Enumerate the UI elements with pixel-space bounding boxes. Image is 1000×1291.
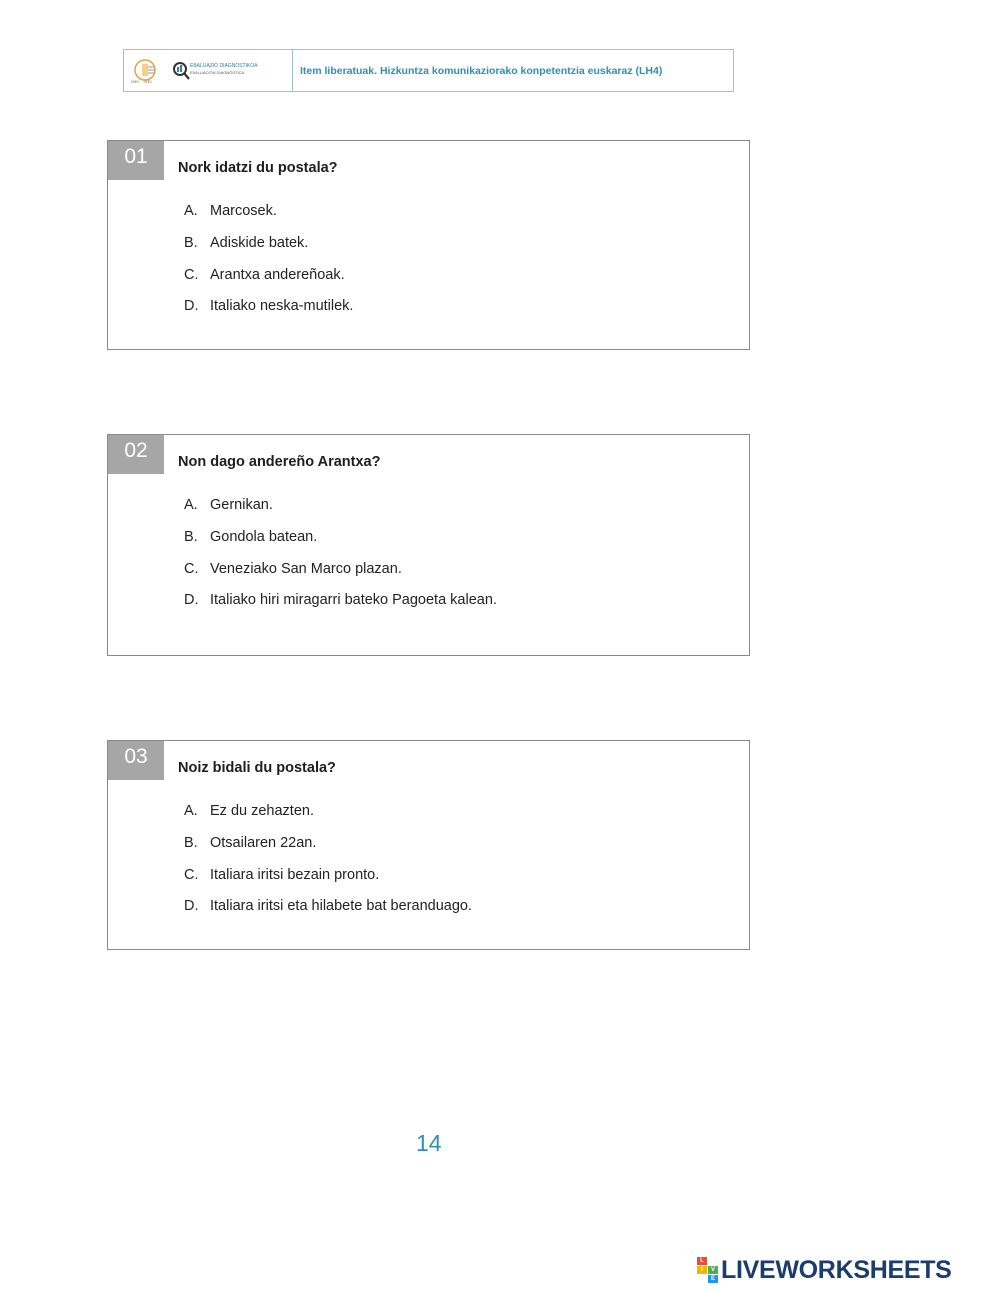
option-letter: B.: [184, 528, 198, 545]
option-a[interactable]: [184, 203, 353, 235]
option-c[interactable]: [184, 267, 353, 299]
option-letter: D.: [184, 298, 199, 315]
option-text: Gondola batean.: [210, 528, 318, 545]
liveworksheets-watermark: [697, 1256, 952, 1284]
option-text: Gernikan.: [210, 497, 273, 513]
logo-block: I: [697, 1266, 707, 1274]
option-text: Adiskide batek.: [210, 234, 309, 251]
option-letter: D.: [184, 592, 199, 609]
option-text: Italiako hiri miragarri bateko Pagoeta kalean.: [210, 592, 497, 609]
option-letter: A.: [184, 203, 198, 219]
option-letter: B.: [184, 234, 198, 251]
option-letter: C.: [184, 866, 199, 883]
option-d[interactable]: [184, 298, 353, 330]
page-number: 14: [416, 1130, 442, 1156]
question-number: 03: [108, 741, 164, 780]
option-a[interactable]: [184, 803, 472, 835]
option-letter: C.: [184, 560, 199, 577]
magnifier-logo-icon: [172, 61, 190, 81]
question-box-2: [107, 434, 750, 656]
option-text: Italiara iritsi eta hilabete bat beranduago.: [210, 898, 472, 915]
option-text: Arantxa andereñoak.: [210, 266, 345, 283]
liveworksheets-text: LIVEWORKSHEETS: [721, 1255, 952, 1284]
option-b[interactable]: [184, 235, 353, 267]
question-box-3: [107, 740, 750, 950]
option-c[interactable]: [184, 561, 497, 593]
option-letter: A.: [184, 497, 198, 513]
option-text: Ez du zehazten.: [210, 803, 314, 819]
option-text: Italiara iritsi bezain pronto.: [210, 866, 380, 883]
header-title: Item liberatuak. Hizkuntza komunikaziorako konpetentzia euskaraz (LH4): [300, 64, 663, 77]
option-letter: C.: [184, 266, 199, 283]
logo-block: L: [697, 1257, 707, 1265]
logos-area: [124, 50, 293, 91]
option-text: Italiako neska-mutilek.: [210, 298, 354, 315]
option-text: Veneziako San Marco plazan.: [210, 560, 402, 577]
options-list: [184, 803, 472, 930]
liveworksheets-logo-icon: [697, 1257, 718, 1283]
option-b[interactable]: [184, 529, 497, 561]
question-number: 02: [108, 435, 164, 474]
logo-block: E: [708, 1275, 718, 1283]
option-letter: B.: [184, 834, 198, 851]
option-c[interactable]: [184, 867, 472, 899]
question-text: Noiz bidali du postala?: [178, 760, 336, 776]
option-a[interactable]: [184, 497, 497, 529]
option-d[interactable]: [184, 898, 472, 930]
question-text: Non dago andereño Arantxa?: [178, 454, 381, 470]
question-text: Nork idatzi du postala?: [178, 160, 338, 176]
question-number: 01: [108, 141, 164, 180]
header-banner: [123, 49, 734, 92]
option-text: Marcosek.: [210, 203, 277, 219]
logo-block: V: [708, 1266, 718, 1274]
option-d[interactable]: [184, 592, 497, 624]
option-letter: D.: [184, 898, 199, 915]
options-list: [184, 203, 353, 330]
isei-logo-text: ISEI · IVEI: [131, 79, 152, 84]
option-text: Otsailaren 22an.: [210, 834, 317, 851]
question-box-1: [107, 140, 750, 350]
evaluation-logo-line2: EVALUACIÓN DIAGNÓSTICA: [190, 70, 245, 75]
option-b[interactable]: [184, 835, 472, 867]
option-letter: A.: [184, 803, 198, 819]
options-list: [184, 497, 497, 624]
evaluation-logo-line1: EBALUAZIO DIAGNOSTIKOA: [190, 63, 258, 69]
